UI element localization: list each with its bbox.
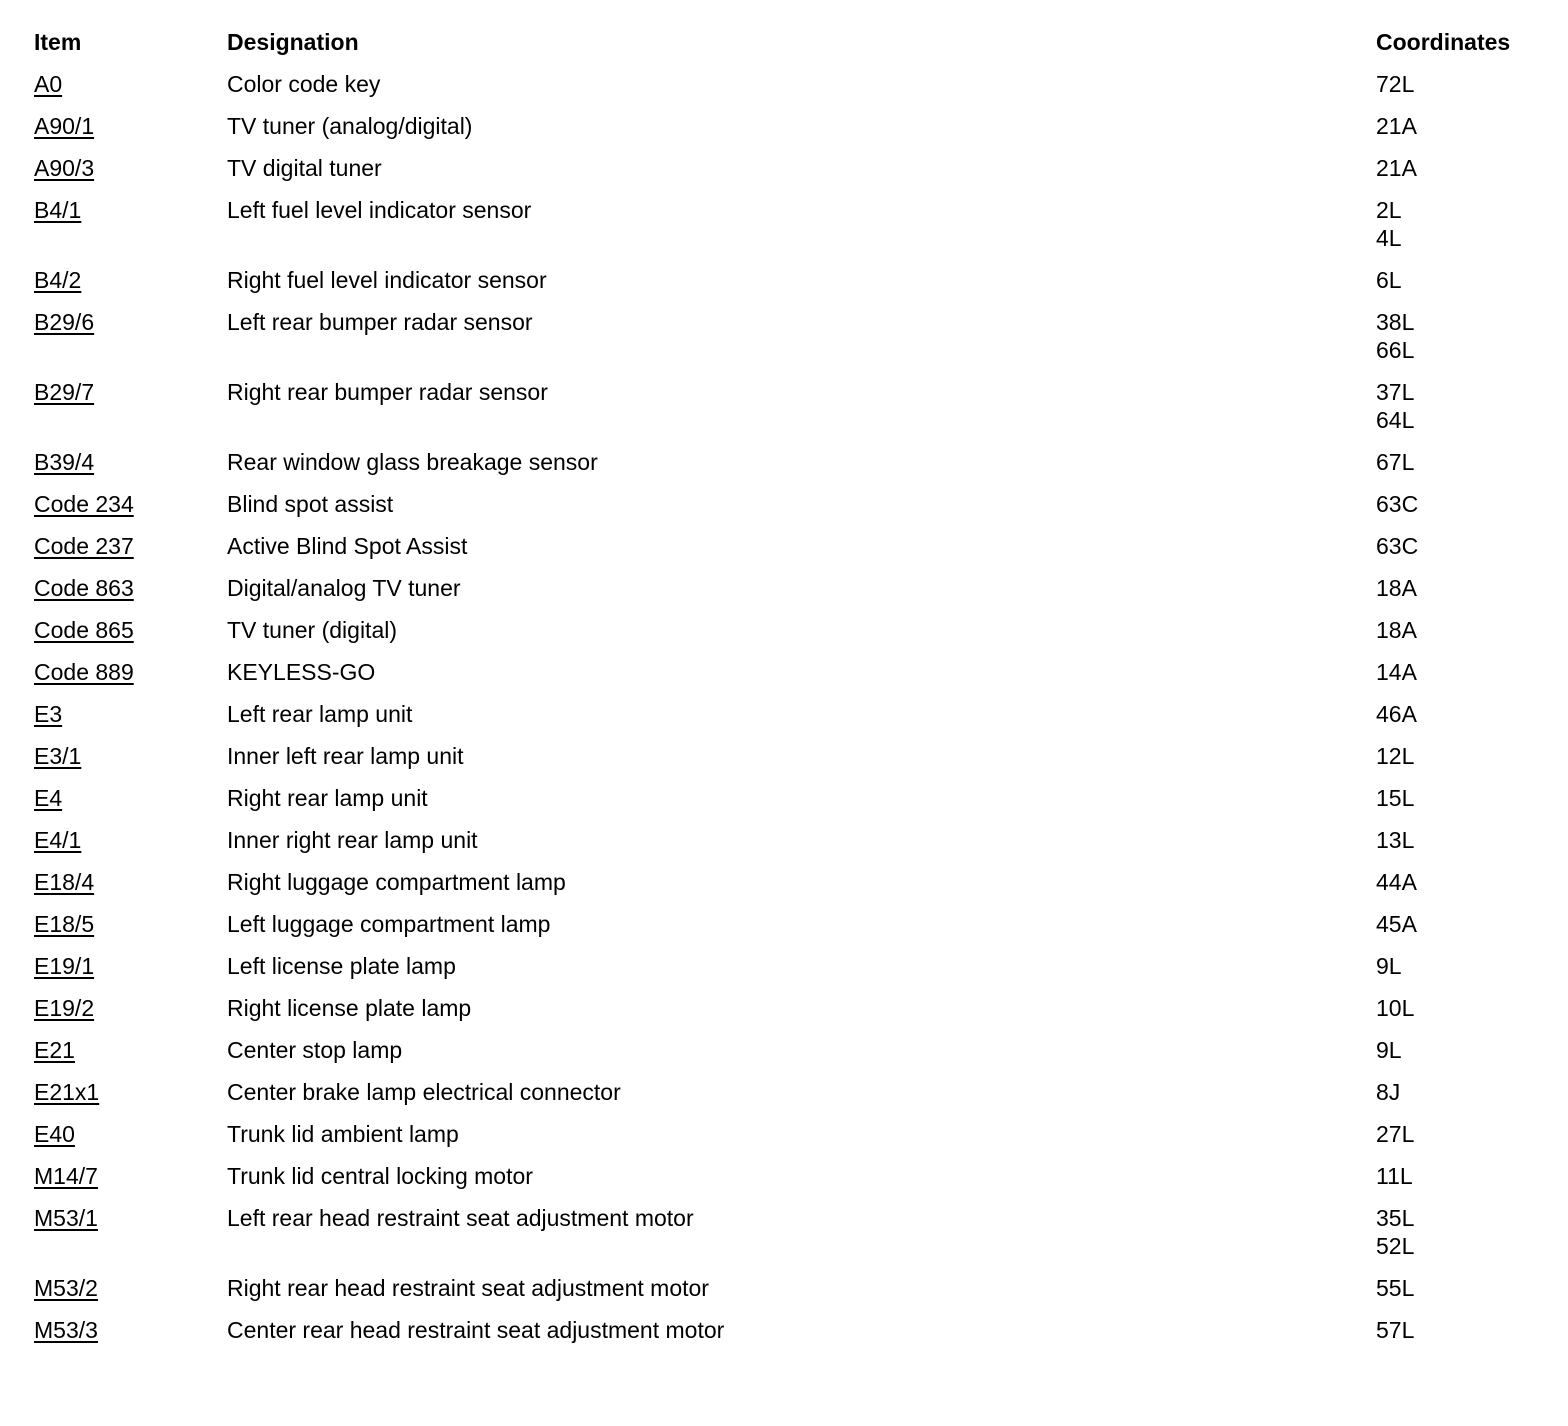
coordinate-value: 13L [1376, 827, 1415, 853]
item-link[interactable]: M53/1 [34, 1205, 98, 1231]
coordinates-cell [1376, 532, 1534, 560]
designation-cell: TV tuner (analog/digital) [227, 113, 473, 139]
coordinate-value: 6L [1376, 267, 1402, 293]
designation-cell: Left rear lamp unit [227, 701, 413, 727]
item-cell [34, 154, 227, 182]
item-link[interactable]: Code 234 [34, 491, 134, 517]
designation-cell: Right license plate lamp [227, 995, 472, 1021]
coordinates-cell [1376, 112, 1534, 140]
item-cell [34, 784, 227, 812]
item-link[interactable]: A90/3 [34, 155, 95, 181]
table-row [34, 658, 1534, 700]
item-cell [34, 616, 227, 644]
item-cell [34, 742, 227, 770]
coordinate-value: 9L [1376, 953, 1402, 979]
coordinate-value: 46A [1376, 701, 1417, 727]
coordinate-value: 38L [1376, 309, 1415, 335]
designation-cell: Right fuel level indicator sensor [227, 267, 547, 293]
item-link[interactable]: E4 [34, 785, 63, 811]
table-row [34, 1274, 1534, 1316]
table-row [34, 1162, 1534, 1204]
designation-cell: TV digital tuner [227, 155, 382, 181]
coordinates-cell [1376, 826, 1534, 854]
table-row [34, 952, 1534, 994]
item-cell [34, 868, 227, 896]
designation-cell: Left fuel level indicator sensor [227, 197, 532, 223]
table-row [34, 910, 1534, 952]
table-row [34, 196, 1534, 266]
coordinate-value: 35L [1376, 1205, 1415, 1231]
coordinate-value: 72L [1376, 71, 1415, 97]
coordinates-cell [1376, 1274, 1534, 1302]
coordinate-value: 9L [1376, 1037, 1402, 1063]
header-coordinates: Coordinates [1376, 29, 1511, 55]
item-cell [34, 1204, 227, 1260]
item-link[interactable]: E21 [34, 1037, 75, 1063]
item-cell [34, 112, 227, 140]
item-cell [34, 308, 227, 364]
table-row [34, 308, 1534, 378]
coordinate-value: 4L [1376, 225, 1402, 251]
item-link[interactable]: A90/1 [34, 113, 95, 139]
table-row [34, 1120, 1534, 1162]
item-link[interactable]: Code 889 [34, 659, 134, 685]
designation-cell: Left license plate lamp [227, 953, 456, 979]
coordinates-cell [1376, 154, 1534, 182]
coordinate-value: 63C [1376, 491, 1419, 517]
item-link[interactable]: B29/6 [34, 309, 95, 335]
table-row [34, 154, 1534, 196]
item-cell [34, 196, 227, 252]
coordinates-cell [1376, 952, 1534, 980]
coordinates-cell [1376, 994, 1534, 1022]
coordinates-cell [1376, 1078, 1534, 1106]
designation-cell: Inner left rear lamp unit [227, 743, 464, 769]
item-link[interactable]: M14/7 [34, 1163, 98, 1189]
designation-cell: Right luggage compartment lamp [227, 869, 566, 895]
coordinates-cell [1376, 616, 1534, 644]
coordinates-cell [1376, 196, 1534, 252]
designation-cell: Inner right rear lamp unit [227, 827, 478, 853]
component-legend-table [34, 28, 1534, 1358]
designation-cell: Right rear head restraint seat adjustment motor [227, 1275, 709, 1301]
table-row [34, 616, 1534, 658]
item-link[interactable]: Code 863 [34, 575, 134, 601]
designation-cell: Trunk lid central locking motor [227, 1163, 533, 1189]
item-link[interactable]: Code 237 [34, 533, 134, 559]
item-link[interactable]: E18/5 [34, 911, 95, 937]
designation-cell: Left rear head restraint seat adjustment motor [227, 1205, 694, 1231]
designation-cell: Center rear head restraint seat adjustment motor [227, 1317, 725, 1343]
table-row [34, 1316, 1534, 1358]
coordinate-value: 64L [1376, 407, 1415, 433]
table-row [34, 532, 1534, 574]
item-link[interactable]: E3 [34, 701, 63, 727]
item-cell [34, 448, 227, 476]
coordinates-cell [1376, 1120, 1534, 1148]
table-row [34, 700, 1534, 742]
coordinates-cell [1376, 868, 1534, 896]
coordinates-cell [1376, 266, 1534, 294]
item-link[interactable]: A0 [34, 71, 63, 97]
item-link[interactable]: E19/2 [34, 995, 95, 1021]
coordinate-value: 11L [1376, 1163, 1413, 1189]
item-cell [34, 1120, 227, 1148]
coordinate-value: 15L [1376, 785, 1415, 811]
coordinate-value: 66L [1376, 337, 1415, 363]
item-cell [34, 826, 227, 854]
designation-cell: Right rear bumper radar sensor [227, 379, 548, 405]
coordinates-cell [1376, 910, 1534, 938]
item-cell [34, 910, 227, 938]
designation-cell: Center brake lamp electrical connector [227, 1079, 621, 1105]
item-link[interactable]: B39/4 [34, 449, 95, 475]
table-row [34, 784, 1534, 826]
item-link[interactable]: E4/1 [34, 827, 82, 853]
coordinates-cell [1376, 700, 1534, 728]
item-link[interactable]: M53/2 [34, 1275, 98, 1301]
coordinate-value: 37L [1376, 379, 1415, 405]
item-link[interactable]: B4/1 [34, 197, 82, 223]
designation-cell: Center stop lamp [227, 1037, 403, 1063]
table-row [34, 448, 1534, 490]
coordinates-cell [1376, 448, 1534, 476]
item-link[interactable]: Code 865 [34, 617, 134, 643]
table-row [34, 266, 1534, 308]
coordinates-cell [1376, 742, 1534, 770]
item-link[interactable]: M53/3 [34, 1317, 98, 1343]
item-cell [34, 1036, 227, 1064]
table-row [34, 1078, 1534, 1120]
coordinate-value: 18A [1376, 575, 1417, 601]
coordinate-value: 2L [1376, 197, 1402, 223]
designation-cell: Right rear lamp unit [227, 785, 428, 811]
item-cell [34, 952, 227, 980]
item-cell [34, 1316, 227, 1344]
coordinate-value: 45A [1376, 911, 1417, 937]
coordinates-cell [1376, 658, 1534, 686]
item-link[interactable]: E19/1 [34, 953, 95, 979]
item-cell [34, 532, 227, 560]
table-row [34, 1204, 1534, 1274]
item-cell [34, 1274, 227, 1302]
coordinates-cell [1376, 70, 1534, 98]
coordinate-value: 14A [1376, 659, 1417, 685]
coordinate-value: 8J [1376, 1079, 1401, 1105]
table-row [34, 868, 1534, 910]
header-designation: Designation [227, 29, 359, 55]
designation-cell: Left luggage compartment lamp [227, 911, 551, 937]
item-link[interactable]: E3/1 [34, 743, 82, 769]
item-cell [34, 700, 227, 728]
table-row [34, 378, 1534, 448]
designation-cell: TV tuner (digital) [227, 617, 398, 643]
coordinates-cell [1376, 574, 1534, 602]
item-cell [34, 1162, 227, 1190]
table-body [34, 70, 1534, 1358]
item-link[interactable]: B29/7 [34, 379, 95, 405]
item-cell [34, 994, 227, 1022]
coordinate-value: 12L [1376, 743, 1415, 769]
designation-cell: Active Blind Spot Assist [227, 533, 468, 559]
coordinates-cell [1376, 1204, 1534, 1260]
item-link[interactable]: E21x1 [34, 1079, 100, 1105]
coordinates-cell [1376, 1316, 1534, 1344]
coordinate-value: 52L [1376, 1233, 1415, 1259]
table-row [34, 994, 1534, 1036]
coordinate-value: 44A [1376, 869, 1417, 895]
coordinate-value: 63C [1376, 533, 1419, 559]
table-row [34, 112, 1534, 154]
item-link[interactable]: E40 [34, 1121, 75, 1147]
table-row [34, 1036, 1534, 1078]
coordinate-value: 55L [1376, 1275, 1415, 1301]
header-item: Item [34, 29, 82, 55]
coordinate-value: 21A [1376, 113, 1417, 139]
item-cell [34, 378, 227, 434]
coordinate-value: 18A [1376, 617, 1417, 643]
coordinate-value: 27L [1376, 1121, 1415, 1147]
table-row [34, 574, 1534, 616]
designation-cell: Digital/analog TV tuner [227, 575, 461, 601]
designation-cell: Blind spot assist [227, 491, 394, 517]
coordinates-cell [1376, 1036, 1534, 1064]
designation-cell: Left rear bumper radar sensor [227, 309, 533, 335]
coordinate-value: 21A [1376, 155, 1417, 181]
item-cell [34, 70, 227, 98]
coordinate-value: 10L [1376, 995, 1415, 1021]
coordinates-cell [1376, 378, 1534, 434]
table-header [34, 28, 1534, 70]
table-row [34, 70, 1534, 112]
coordinate-value: 57L [1376, 1317, 1415, 1343]
coordinates-cell [1376, 1162, 1534, 1190]
coordinates-cell [1376, 308, 1534, 364]
item-cell [34, 1078, 227, 1106]
designation-cell: Trunk lid ambient lamp [227, 1121, 459, 1147]
item-cell [34, 266, 227, 294]
coordinates-cell [1376, 784, 1534, 812]
designation-cell: KEYLESS-GO [227, 659, 376, 685]
item-cell [34, 574, 227, 602]
item-cell [34, 490, 227, 518]
coordinate-value: 67L [1376, 449, 1415, 475]
table-row [34, 742, 1534, 784]
item-link[interactable]: E18/4 [34, 869, 95, 895]
table-row [34, 826, 1534, 868]
designation-cell: Color code key [227, 71, 381, 97]
coordinates-cell [1376, 490, 1534, 518]
item-cell [34, 658, 227, 686]
item-link[interactable]: B4/2 [34, 267, 82, 293]
designation-cell: Rear window glass breakage sensor [227, 449, 598, 475]
table-row [34, 490, 1534, 532]
